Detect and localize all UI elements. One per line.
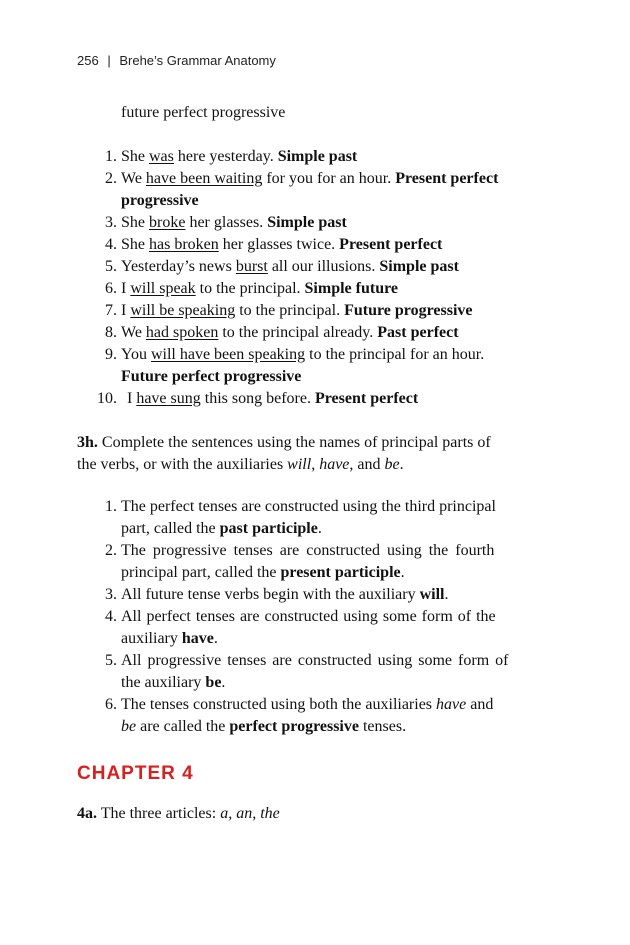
tense-label: Simple past	[277, 148, 358, 165]
item-text: The progressive tenses are constructed using the fourth	[121, 542, 495, 559]
item-text: The perfect tenses are constructed using the third principal	[121, 498, 496, 515]
answer-term: have	[181, 630, 214, 647]
item-text: auxiliary	[121, 630, 182, 647]
list-item-continuation	[97, 366, 547, 388]
item-number: 9.	[105, 346, 117, 363]
underlined-verb: have sung	[136, 390, 201, 407]
tense-label: Future progressive	[344, 302, 473, 319]
item-text: She	[121, 214, 149, 231]
item-number: 2.	[105, 170, 117, 187]
list-item	[97, 496, 543, 518]
underlined-verb: broke	[149, 214, 186, 231]
articles-list: a, an, the	[220, 805, 280, 822]
prompt-text: Complete the sentences using the names of principal parts of	[97, 434, 491, 451]
item-number: 4.	[105, 236, 117, 253]
answer-term: past participle	[219, 520, 318, 537]
list-item	[97, 584, 543, 606]
book-title: Brehe’s Grammar Anatomy	[119, 53, 276, 68]
item-number: 1.	[105, 498, 117, 515]
exercise-4a-line	[77, 803, 543, 825]
underlined-verb: will have been speaking	[150, 346, 306, 363]
item-text: .	[444, 586, 449, 603]
item-text: I	[127, 390, 137, 407]
running-header	[77, 53, 276, 68]
item-text: The tenses constructed using both the auxiliaries	[121, 696, 437, 713]
prompt-line	[77, 432, 543, 454]
underlined-verb: burst	[235, 258, 268, 275]
list-item-continuation	[97, 518, 543, 540]
prompt-text: ,	[311, 456, 320, 473]
item-text: here yesterday.	[173, 148, 278, 165]
list-item	[97, 344, 547, 366]
item-text: this song before.	[200, 390, 315, 407]
item-text: You	[121, 346, 151, 363]
item-text: tenses.	[358, 718, 407, 735]
item-text: I	[121, 280, 131, 297]
list-item	[97, 146, 547, 168]
list-item	[97, 212, 547, 234]
tense-label: Present perfect	[339, 236, 443, 253]
auxiliary-term: be	[121, 718, 137, 735]
answer-term: will	[419, 586, 445, 603]
exercise-3h-prompt	[77, 432, 543, 476]
item-text: and	[466, 696, 494, 713]
list-item	[97, 650, 543, 672]
list-item	[97, 606, 543, 628]
item-text: her glasses.	[185, 214, 268, 231]
list-item	[97, 300, 547, 322]
exercise-label: 3h.	[77, 434, 98, 451]
list-item-continuation	[97, 716, 543, 738]
list-item-continuation	[97, 672, 543, 694]
list-item-continuation	[97, 562, 543, 584]
item-text: All perfect tenses are constructed using some form of the	[121, 608, 496, 625]
intro-line	[121, 102, 587, 124]
item-text: .	[221, 674, 226, 691]
header-separator: |	[107, 53, 111, 68]
item-text: the auxiliary	[121, 674, 206, 691]
list-item	[97, 388, 547, 410]
item-number: 5.	[105, 258, 117, 275]
underlined-verb: will be speaking	[130, 302, 236, 319]
item-text: all our illusions.	[267, 258, 380, 275]
tense-label: Past perfect	[377, 324, 459, 341]
item-text: She	[121, 148, 149, 165]
underlined-verb: will speak	[130, 280, 196, 297]
answer-term: present participle	[280, 564, 401, 581]
item-text: for you for an hour.	[262, 170, 396, 187]
page-number: 256	[77, 53, 99, 68]
list-item	[97, 234, 547, 256]
list-item	[97, 168, 547, 190]
item-text: .	[213, 630, 218, 647]
intro-text: future perfect progressive	[121, 104, 286, 121]
item-text: part, called the	[121, 520, 220, 537]
item-number: 10.	[97, 390, 117, 407]
item-text: to the principal for an hour.	[305, 346, 485, 363]
item-text: her glasses twice.	[218, 236, 340, 253]
auxiliary-term: have	[319, 456, 350, 473]
item-number: 5.	[105, 652, 117, 669]
item-text: to the principal already.	[218, 324, 378, 341]
item-text: Yesterday’s news	[121, 258, 236, 275]
answer-list-3h	[97, 496, 543, 738]
prompt-line	[77, 454, 543, 476]
answer-term: be	[205, 674, 222, 691]
item-number: 3.	[105, 586, 117, 603]
item-text: to the principal.	[235, 302, 345, 319]
underlined-verb: has broken	[149, 236, 219, 253]
tense-label: progressive	[121, 192, 199, 209]
item-number: 7.	[105, 302, 117, 319]
tense-label: Present perfect	[314, 390, 419, 407]
item-number: 4.	[105, 608, 117, 625]
item-text: .	[317, 520, 322, 537]
item-text: to the principal.	[195, 280, 305, 297]
item-text: I	[121, 302, 131, 319]
list-item	[97, 694, 543, 716]
prompt-text: The three articles:	[97, 805, 221, 822]
list-item	[97, 256, 547, 278]
chapter-heading: CHAPTER 4	[77, 763, 194, 784]
list-item	[97, 278, 547, 300]
underlined-verb: was	[149, 148, 174, 165]
tense-label: Simple future	[304, 280, 398, 297]
exercise-label: 4a.	[77, 805, 97, 822]
item-text: She	[121, 236, 149, 253]
auxiliary-term: have	[436, 696, 467, 713]
answer-list-3g	[97, 146, 547, 410]
item-number: 6.	[105, 696, 117, 713]
item-number: 8.	[105, 324, 117, 341]
underlined-verb: had spoken	[145, 324, 219, 341]
answer-term: perfect progressive	[229, 718, 359, 735]
item-text: principal part, called the	[121, 564, 281, 581]
item-text: We	[121, 170, 146, 187]
list-item	[97, 540, 543, 562]
item-number: 1.	[105, 148, 117, 165]
list-item-continuation	[97, 628, 543, 650]
tense-label: Simple past	[379, 258, 459, 275]
tense-label: Present perfect	[395, 170, 499, 187]
auxiliary-term: be	[384, 456, 400, 473]
prompt-text: , and	[349, 456, 385, 473]
list-item-continuation	[97, 190, 547, 212]
tense-label: Future perfect progressive	[121, 368, 302, 385]
tense-label: Simple past	[267, 214, 347, 231]
list-item	[97, 322, 547, 344]
underlined-verb: have been waiting	[145, 170, 263, 187]
item-text: are called the	[136, 718, 230, 735]
prompt-text: the verbs, or with the auxiliaries	[77, 456, 288, 473]
item-text: .	[400, 564, 405, 581]
item-text: All progressive tenses are constructed using some form of	[121, 652, 509, 669]
exercise-4a	[77, 803, 543, 825]
auxiliary-term: will	[287, 456, 312, 473]
item-text: We	[121, 324, 146, 341]
item-number: 6.	[105, 280, 117, 297]
item-number: 3.	[105, 214, 117, 231]
item-number: 2.	[105, 542, 117, 559]
item-text: All future tense verbs begin with the auxiliary	[121, 586, 420, 603]
prompt-text: .	[399, 456, 404, 473]
